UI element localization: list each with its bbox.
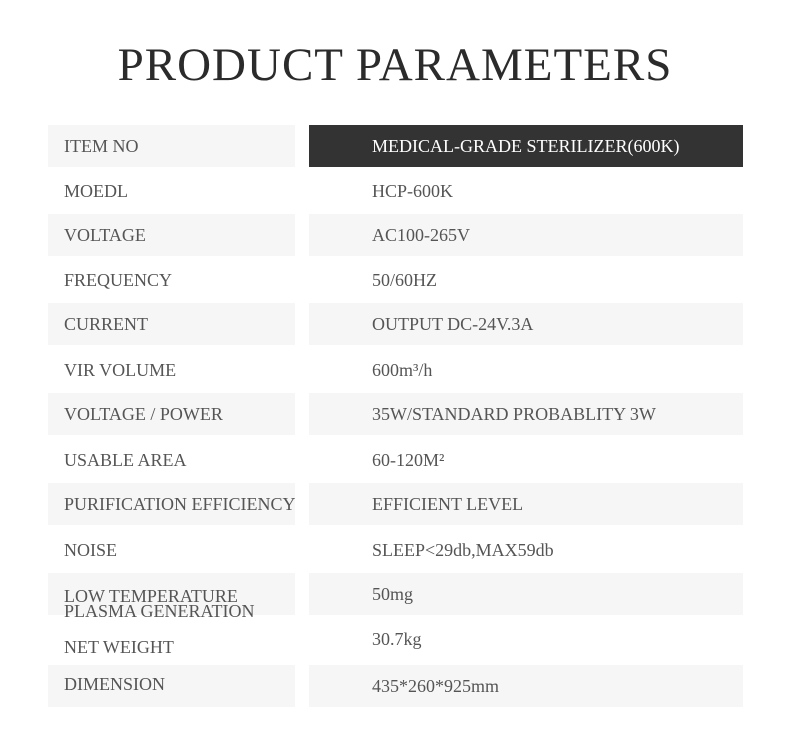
table-row-purification [48,483,743,525]
param-label: ITEM NO [48,125,295,167]
param-value: HCP-600K [372,181,454,201]
param-label: FREQUENCY [64,270,173,290]
param-label: USABLE AREA [64,450,187,470]
param-label: VOLTAGE [48,214,295,256]
table-row-net-weight [48,618,743,660]
param-value: EFFICIENT LEVEL [309,483,743,525]
param-label: NOISE [64,540,117,560]
param-value: OUTPUT DC-24V.3A [309,303,743,345]
param-value: MEDICAL-GRADE STERILIZER(600K) [309,125,743,167]
param-value: 30.7kg [372,629,422,649]
table-row-current [48,303,743,345]
page-title: PRODUCT PARAMETERS [117,39,673,91]
param-value: SLEEP<29db,MAX59db [372,540,554,560]
param-label: MOEDL [64,181,128,201]
param-value: AC100-265V [309,214,743,256]
param-label: VOLTAGE / POWER [48,393,295,435]
table-row-voltage [48,214,743,256]
param-value: 35W/STANDARD PROBABLITY 3W [309,393,743,435]
param-value: 50mg [309,573,743,615]
table-row-model [48,170,743,212]
param-label: DIMENSION [48,665,295,707]
table-row-frequency [48,259,743,301]
param-label-line1: LOW TEMPERATURE [64,586,238,606]
param-label: VIR VOLUME [64,360,177,380]
table-row-usable-area [48,439,743,481]
param-label-line2: PLASMA GENERATION [64,601,255,621]
param-label: NET WEIGHT [64,637,174,657]
param-label: CURRENT [48,303,295,345]
table-row-air-volume [48,349,743,391]
table-row-voltage-power [48,393,743,435]
param-value: 50/60HZ [372,270,437,290]
param-label: PURIFICATION EFFICIENCY [48,483,295,525]
table-row-item-no [48,125,743,167]
param-value: 600m³/h [372,360,433,380]
table-row-noise [48,529,743,571]
param-value: 435*260*925mm [309,665,743,707]
param-value: 60-120M² [372,450,445,470]
table-row-dimension [48,665,743,707]
